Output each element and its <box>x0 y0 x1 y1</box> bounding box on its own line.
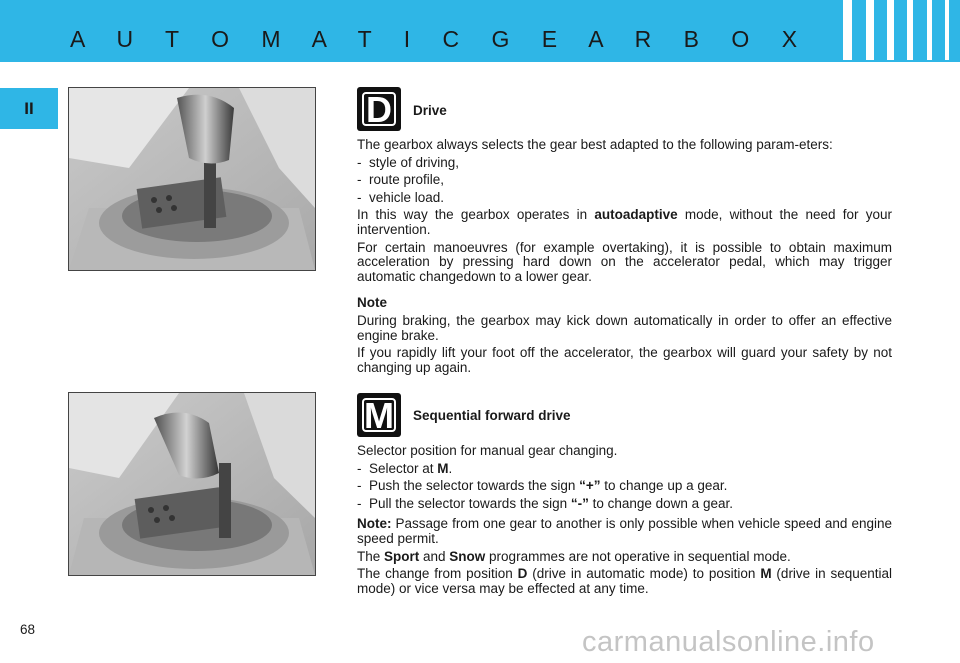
manual-intro: Selector position for manual gear changing. <box>357 443 618 458</box>
manual-change-position <box>357 567 892 596</box>
manual-icon-letter: M <box>364 395 394 436</box>
header-stripe <box>907 0 913 60</box>
note-heading <box>357 296 892 311</box>
text-run: Selector at <box>369 460 438 476</box>
drive-intro: The gearbox always selects the gear best adapted to the following param-eters: <box>357 137 833 152</box>
list-item: - Selector at M. <box>357 460 453 476</box>
note-braking: During braking, the gearbox may kick down automatically in order to offer an effective engine brake. <box>357 312 892 343</box>
list-item: - route profile, <box>357 172 445 188</box>
list-item: - style of driving, <box>357 154 460 170</box>
page-title: A U T O M A T I C G E A R B O X <box>70 26 811 52</box>
text-run: (drive in automatic mode) to position <box>527 566 761 582</box>
text-run: Passage from one gear to another is only possible when vehicle speed and engine speed permit. <box>357 516 892 546</box>
list-item-text: route profile, <box>369 172 445 188</box>
header-stripe <box>945 0 949 60</box>
text-run-bold: Snow <box>449 548 486 564</box>
chapter-tab: II <box>0 88 58 129</box>
header-stripe <box>887 0 894 60</box>
text-run: . <box>448 460 453 476</box>
list-item: - vehicle load. <box>357 189 445 205</box>
note-lift-foot: If you rapidly lift your foot off the accelerator, the gearbox will guard your safety by not changing up again. <box>357 345 892 375</box>
manual-heading: Sequential forward drive <box>413 408 571 423</box>
text-run: The <box>357 548 385 564</box>
text-run-bold: M <box>437 460 449 476</box>
note-label: Note: <box>357 516 392 532</box>
drive-mode-icon <box>357 87 401 131</box>
text-run-bold: D <box>517 566 528 582</box>
header-stripe <box>927 0 932 60</box>
text-run: In this way the gearbox operates in <box>357 207 595 223</box>
note-title: Note <box>357 295 387 311</box>
page-number: 68 <box>20 622 36 637</box>
list-item: - Pull the selector towards the sign “-” to change down a gear. <box>357 495 733 511</box>
text-run-bold: autoadaptive <box>594 207 678 223</box>
drive-body <box>357 138 892 378</box>
list-item-text: vehicle load. <box>369 189 445 205</box>
drive-icon-letter: D <box>366 89 392 130</box>
text-run: (drive in sequential mode) or vice versa may be effected at any time. <box>357 566 892 596</box>
text-run: to change up a gear. <box>600 478 728 494</box>
drive-overtaking: For certain manoeuvres (for example overtaking), it is possible to obtain maximum acceleration by pressing hard down on the accelerator pedal, which may trigger automatic changedown to a lower gear. <box>357 239 892 284</box>
list-item: - Push the selector towards the sign “+” to change up a gear. <box>357 478 728 494</box>
text-run-bold: “-” <box>570 495 589 511</box>
manual-mode-icon <box>357 393 401 437</box>
gear-selector-photo-manual <box>68 392 316 576</box>
text-run: and <box>419 548 450 564</box>
list-item-text: style of driving, <box>369 154 460 170</box>
drive-autoadaptive <box>357 208 892 237</box>
header-stripe <box>866 0 874 60</box>
watermark: carmanualsonline.info <box>582 626 875 658</box>
text-run: Push the selector towards the sign <box>369 478 580 494</box>
manual-note <box>357 517 892 546</box>
text-run: programmes are not operative in sequential mode. <box>485 548 791 564</box>
text-run-bold: M <box>760 566 772 582</box>
text-run: The change from position <box>357 566 518 582</box>
text-run: to change down a gear. <box>588 495 733 511</box>
text-run: Pull the selector towards the sign <box>369 495 571 511</box>
header-bar <box>0 0 960 62</box>
text-run-bold: “+” <box>579 478 601 494</box>
gear-selector-photo-drive <box>68 87 316 271</box>
header-stripe <box>843 0 852 60</box>
text-run: mode, without the need for your intervention. <box>357 207 892 237</box>
manual-body <box>357 444 892 599</box>
drive-heading: Drive <box>413 103 447 118</box>
manual-programmes <box>357 550 892 565</box>
text-run-bold: Sport <box>384 548 420 564</box>
